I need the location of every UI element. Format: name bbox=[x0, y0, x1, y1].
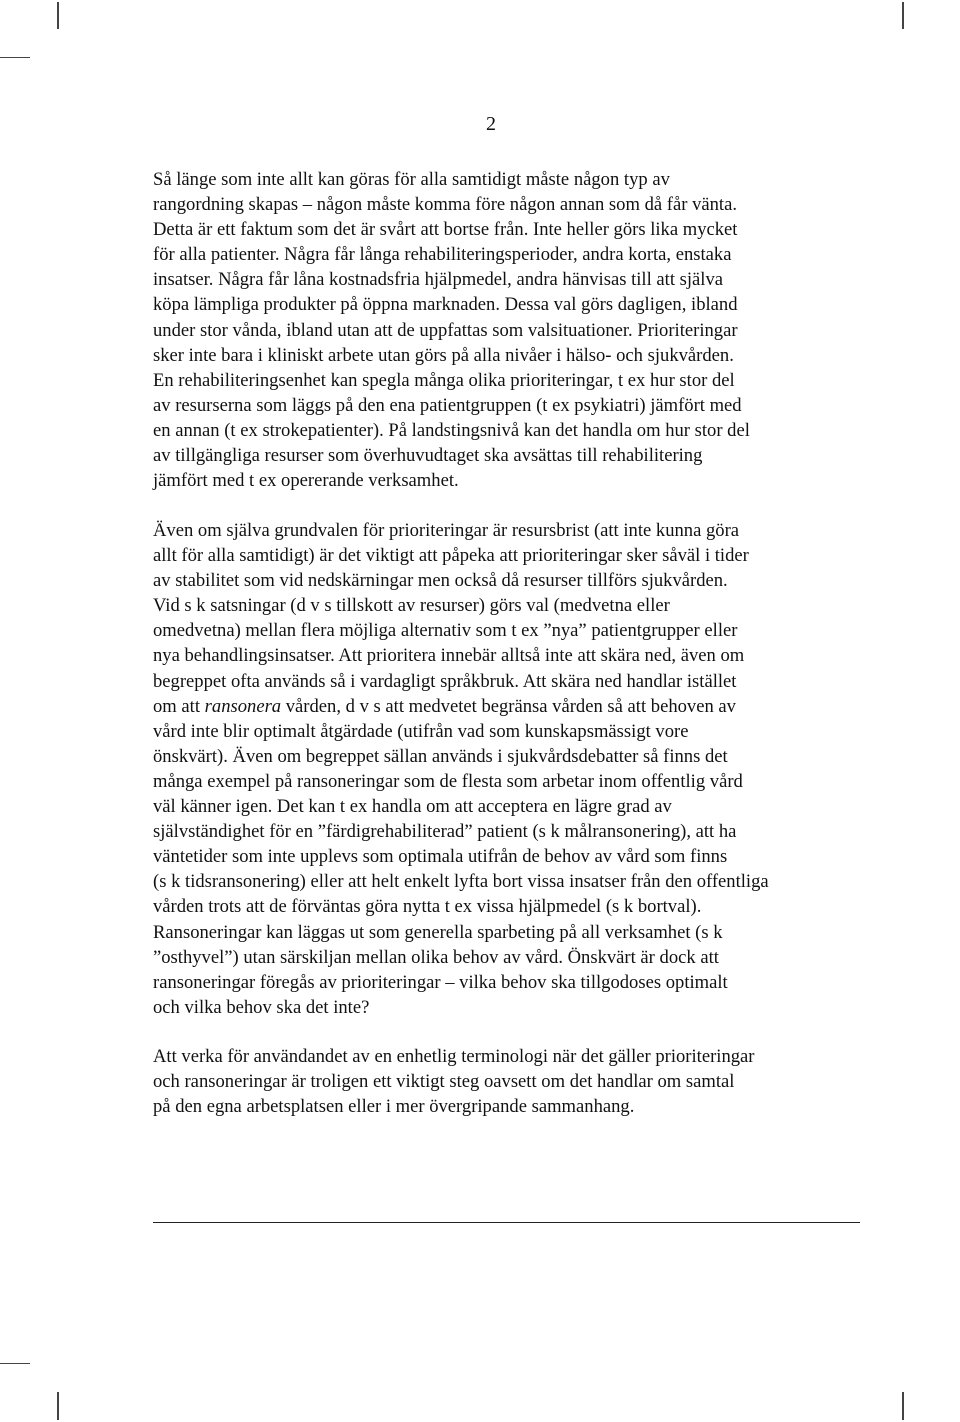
text-line: insatser. Några får låna kostnadsfria hjälpmedel, andra hänvisas till att själva bbox=[153, 269, 724, 291]
text-line: rangordning skapas – någon måste komma före någon annan som då får vänta. bbox=[153, 194, 737, 216]
text-fragment: vården, d v s att medvetet begränsa vården så att behoven av bbox=[281, 695, 736, 717]
text-line: en annan (t ex strokepatienter). På landstingsnivå kan det handla om hur stor del bbox=[153, 419, 750, 441]
paragraph-2 bbox=[153, 518, 893, 1020]
text-line: önskvärt). Även om begreppet sällan används i sjukvårdsdebatter så finns det bbox=[153, 745, 728, 767]
text-line-with-emphasis bbox=[153, 694, 893, 719]
text-line: Även om själva grundvalen för prioriteringar är resursbrist (att inte kunna göra bbox=[153, 520, 740, 541]
text-line: Så länge som inte allt kan göras för alla samtidigt måste någon typ av bbox=[153, 169, 670, 190]
crop-mark-bottom-left bbox=[57, 1392, 59, 1420]
text-line: köpa lämpliga produkter på öppna marknaden. Dessa val görs dagligen, ibland bbox=[153, 294, 738, 316]
text-line: Vid s k satsningar (d v s tillskott av resurser) görs val (medvetna eller bbox=[153, 595, 670, 617]
footnote-separator bbox=[153, 1222, 860, 1223]
text-line: ”osthyvel”) utan särskiljan mellan olika behov av vård. Önskvärt är dock att bbox=[153, 946, 719, 968]
text-line: under stor vånda, ibland utan att de uppfattas som valsituationer. Prioriteringar bbox=[153, 319, 738, 341]
text-line: av resurserna som läggs på den ena patientgruppen (t ex psykiatri) jämfört med bbox=[153, 394, 742, 416]
text-line: väntetider som inte upplevs som optimala utifrån de behov av vård som finns bbox=[153, 846, 728, 868]
emphasized-word: ransonera bbox=[204, 695, 282, 717]
text-line: allt för alla samtidigt) är det viktigt att påpeka att prioriteringar sker såväl i tider bbox=[153, 545, 749, 567]
text-line: jämfört med t ex opererande verksamhet. bbox=[153, 470, 459, 492]
text-line: nya behandlingsinsatser. Att prioritera innebär alltså inte att skära ned, även om bbox=[153, 645, 745, 667]
text-line: Detta är ett faktum som det är svårt att bortse från. Inte heller görs lika mycket bbox=[153, 219, 738, 241]
text-line: vården trots att de förväntas göra nytta t ex vissa hjälpmedel (s k bortval). bbox=[153, 896, 702, 918]
text-fragment: om att bbox=[153, 695, 205, 717]
text-line: och vilka behov ska det inte? bbox=[153, 996, 370, 1018]
crop-mark-left-bottom bbox=[0, 1363, 30, 1364]
text-line: väl känner igen. Det kan t ex handla om att acceptera en lägre grad av bbox=[153, 796, 672, 818]
paragraph-3 bbox=[153, 1044, 893, 1119]
text-line: Att verka för användandet av en enhetlig terminologi när det gäller prioriteringar bbox=[153, 1046, 755, 1067]
text-line: begreppet ofta används så i vardagligt språkbruk. Att skära ned handlar istället bbox=[153, 670, 737, 692]
page-number: 2 bbox=[486, 113, 496, 135]
crop-mark-bottom-right bbox=[902, 1392, 904, 1420]
text-line: vård inte blir optimalt åtgärdade (utifrån vad som kunskapsmässigt vore bbox=[153, 720, 689, 742]
crop-mark-left-top bbox=[0, 57, 30, 58]
text-line: av tillgängliga resurser som överhuvudtaget ska avsättas till rehabilitering bbox=[153, 445, 703, 467]
crop-mark-top-left bbox=[57, 2, 59, 29]
crop-mark-top-right bbox=[902, 2, 904, 29]
text-line: En rehabiliteringsenhet kan spegla många olika prioriteringar, t ex hur stor del bbox=[153, 369, 735, 391]
text-line: av stabilitet som vid nedskärningar men också då resurser tillförs sjukvården. bbox=[153, 570, 728, 592]
text-line: sker inte bara i kliniskt arbete utan görs på alla nivåer i hälso- och sjukvården. bbox=[153, 344, 734, 366]
text-line: omedvetna) mellan flera möjliga alternativ som t ex ”nya” patientgrupper eller bbox=[153, 620, 738, 642]
text-line: Ransoneringar kan läggas ut som generella sparbeting på all verksamhet (s k bbox=[153, 921, 723, 943]
text-line: ransoneringar föregås av prioriteringar – vilka behov ska tillgodoses optimalt bbox=[153, 971, 728, 993]
text-line: för alla patienter. Några får långa rehabiliteringsperioder, andra korta, enstaka bbox=[153, 244, 732, 266]
text-line: många exempel på ransoneringar som de flesta som arbetar inom offentlig vård bbox=[153, 770, 743, 792]
text-line: (s k tidsransonering) eller att helt enkelt lyfta bort vissa insatser från den offentliga bbox=[153, 871, 769, 893]
paragraph-1 bbox=[153, 167, 893, 493]
text-line: självständighet för en ”färdigrehabiliterad” patient (s k målransonering), att ha bbox=[153, 821, 737, 843]
text-line: på den egna arbetsplatsen eller i mer övergripande sammanhang. bbox=[153, 1096, 635, 1118]
text-line: och ransoneringar är troligen ett viktigt steg oavsett om det handlar om samtal bbox=[153, 1071, 735, 1093]
